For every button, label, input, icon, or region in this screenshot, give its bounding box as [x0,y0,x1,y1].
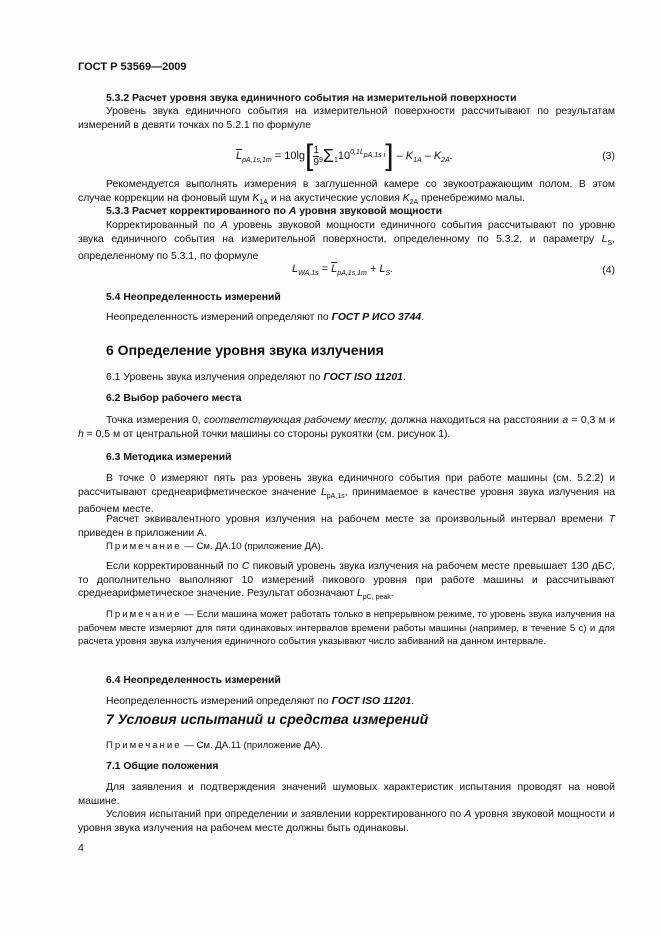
text: = 0,5 м от центральной точки машины со стороны рукоятки (см. рисунок 1). [83,428,451,440]
text: . [421,312,425,323]
paragraph [78,808,615,835]
formula-text: . [390,263,394,275]
paragraph [78,414,615,441]
sub: 2A [409,198,419,206]
sum-bottom: 1 [334,156,338,164]
document-header: ГОСТ Р 53569—2009 [78,61,187,73]
note [78,739,615,753]
text: Если корректированный по [106,561,242,572]
symbol: L [601,233,608,245]
text: , принимаемое в качестве уровня звука излучения на рабочем месте. [78,486,615,516]
formula-sub: pA,1s,1m [242,156,272,164]
text: приведен в приложении А. [78,527,207,539]
text: Корректированный по [106,220,221,231]
section-5-3-2-title: 5.3.2 Расчет уровня звука единичного события на измерительной поверхности [106,93,517,104]
text: Рекомендуется выполнять измерения в заглушенной камере со звукоотражающим полом. В этом случае коррекции на фоновый шум [78,179,615,204]
text: . [411,696,415,707]
text: В точке 0 измеряют пять раз уровень звука единичного события при работе машины (см. 5.2.2) и рассчитывают среднеарифметическое значение [78,473,615,498]
standard-reference: ГОСТ ISO 11201 [323,372,403,383]
paragraph [78,560,615,605]
text: A [464,809,472,820]
formula-text: + L [366,263,386,275]
symbol: K [402,192,410,204]
paragraph: Для заявления и подтверждения значений шумовых характеристик испытания проводят на новой машине. [78,782,615,807]
text: должна находиться на расстоянии [387,415,563,426]
text: A [220,220,228,231]
paragraph [78,219,615,264]
text: , то дополнительно выполняют 10 измерений пикового уровня при работе машины и рассчитывают среднеарифметическое значение. Результат обозначают [78,561,615,600]
sub: 1A [259,198,268,206]
formula-sub: S [385,270,391,277]
text: Неопределенность измерений определяют по [106,696,332,707]
standard-reference: ГОСТ Р ИСО 3744 [331,312,422,323]
formula-text: = [318,263,332,275]
formula-text: – K [421,149,442,162]
text: 5.3.3 Расчет корректированного по [106,206,289,217]
note-label: Примечание [106,740,182,751]
formula-symbol: $\overline{L}$ [236,149,243,162]
formula-sub: WA,1s [298,270,319,277]
formula-sub: 2A [441,156,450,164]
section-6-4-title: 6.4 Неопределенность измерений [106,675,281,686]
frac-den: 9 [313,156,319,168]
text: Точка измерения 0, [106,415,205,426]
note-label: Примечание [106,609,182,620]
formula-sub: 1A [413,156,422,164]
symbol: h [78,428,84,440]
text: Условия испытаний при определении и заявлении корректированного по [106,809,465,820]
formula-sub: pA,1s i [363,152,386,160]
formula-3: $\overline{L}_{pA,1s,1m} = 10\lg$[ $\frac{1}{9}$ $9\Sigma 110^{0,1L_{pA,1s i}}] - K_{1A} - K_{2A}$. [236,139,453,172]
sub: pA,1s [326,492,345,500]
text: — См. ДА.10 (приложение ДА). [181,541,324,552]
formula-text: 10 [337,149,351,162]
sub: S [607,239,613,247]
text: 6.1 Уровень звука излучения определяют по [106,372,324,383]
section-5-3-3-title [106,205,615,219]
text: соответствующая рабочему месту, [204,415,388,426]
section-6-2-title: 6.2 Выбор рабочего места [106,393,242,404]
formula-number: (4) [602,265,615,276]
text: уровень звуковой мощности единичного события рассчитывают по уровню звука единичного события на измерительной поверхности, определенному по 5.3.2, и параметру [78,220,616,245]
text: пренебрежимо малы. [418,192,525,204]
text: — См. ДА.11 (приложение ДА). [181,740,323,751]
page-number: 4 [78,843,84,854]
text: A [288,206,297,217]
section-6-3-title: 6.3 Методика измерений [106,452,232,463]
text: уровня звуковой мощности и уровня звука излучения на рабочем месте должны быть одинаковы. [78,809,615,834]
symbol: L [320,486,327,498]
formula-text: . [449,149,453,162]
text: . [390,588,394,600]
formula-sub: pA,1s,1m [337,270,367,277]
symbol: K [252,192,260,204]
symbol: C [241,561,250,572]
formula-4 [292,263,393,277]
sum-top: 9 [318,156,323,164]
formula-text: – K [393,149,414,162]
formula-number: (3) [602,151,615,162]
text: пиковый уровень звука излучения на рабочем месте превышает 130 дБ [249,561,605,572]
section-7-1-title: 7.1 Общие положения [106,761,219,772]
text: , определенному по 5.3.1, по формуле [78,233,615,263]
symbol: C [604,561,613,572]
formula-symbol: $\overline{L}$ [331,263,338,275]
section-5-4-title: 5.4 Неопределенность измерений [106,292,281,303]
text: . [402,372,406,383]
paragraph [78,311,615,325]
paragraph: Уровень звука единичного события на измерительной поверхности рассчитывают по результатам измерений в девяти точках по 5.2.1 по формуле [78,106,615,131]
paragraph [78,513,615,540]
text: и на акустические условия [267,192,403,204]
formula-text: = 10lg [271,149,306,162]
paragraph [78,472,615,517]
formula-symbol: L [292,263,299,275]
section-6-title: 6 Определение уровня звука излучения [106,342,384,358]
text: — Если машина может работать только в непрерывном режиме, то уровень звука излучения на рабочем месте измеряют для пяти одинаковых интервалов времени работы машины (например, в течение 5 с) и для расчета уровня звука излучения единичного события указывают число забиваний на данном интервале. [78,609,615,648]
note [78,608,615,649]
sub: pC, peak [362,594,391,602]
note [78,540,615,554]
symbol: a [562,415,569,426]
text: = 0,3 м и [568,415,615,426]
paragraph [78,371,615,385]
text: Расчет эквивалентного уровня излучения на рабочем месте за произвольный интервал времени [106,514,609,525]
note-label: Примечание [106,541,182,552]
paragraph [78,695,615,709]
text: уровня звуковой мощности [296,206,442,217]
symbol: L [356,588,363,600]
text: Неопределенность измерений определяют по [106,312,332,323]
standard-reference: ГОСТ ISO 11201 [331,696,412,707]
frac-num: 1 [313,144,319,156]
section-7-title: 7 Условия испытаний и средства измерений [106,711,429,727]
symbol: T [608,514,615,525]
formula-exp: 0,1L [350,149,364,157]
